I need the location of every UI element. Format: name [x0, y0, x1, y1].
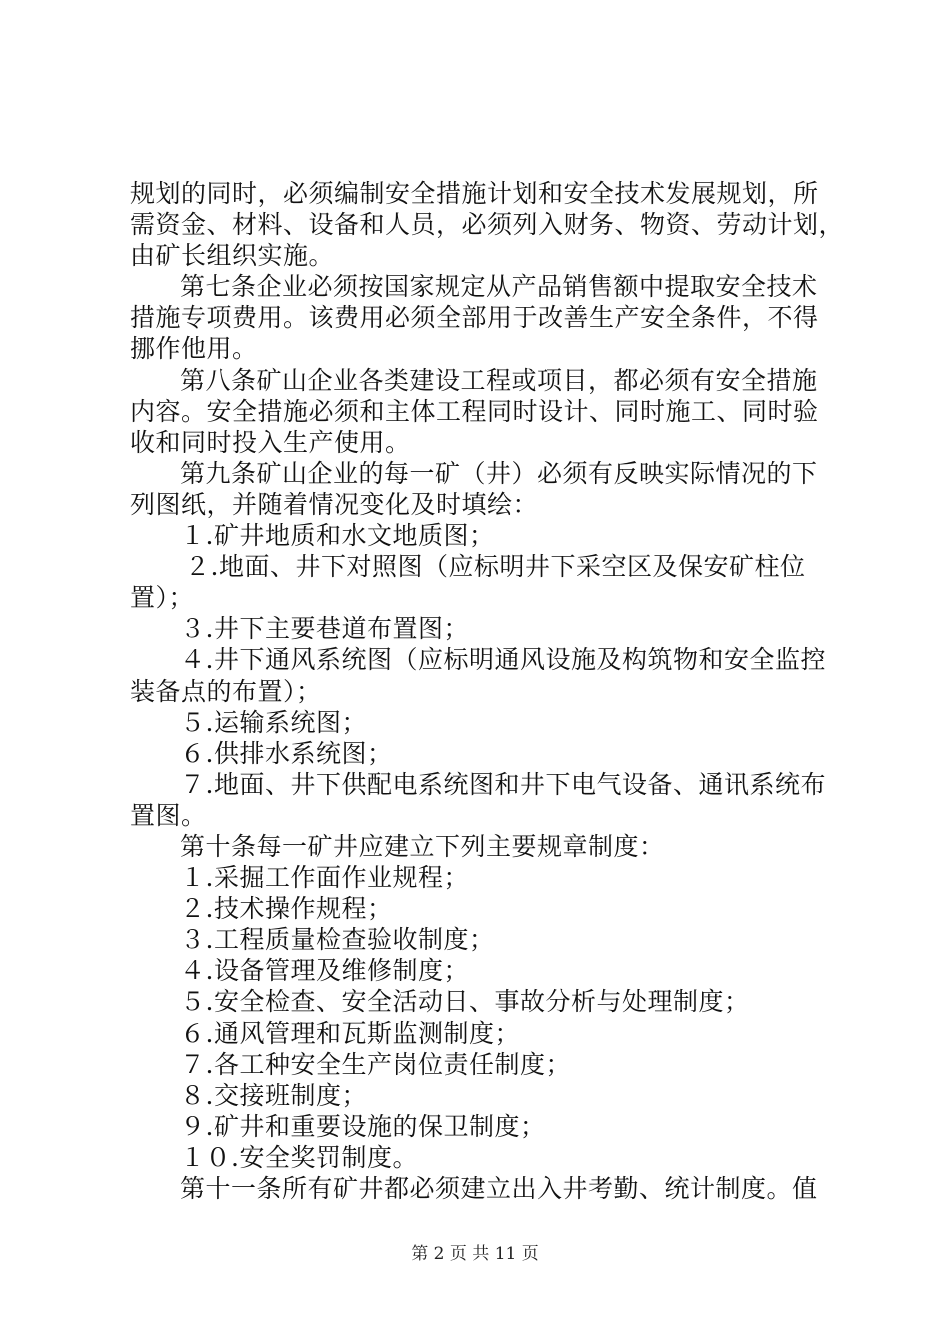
- list-item: ５.安全检查、安全活动日、事故分析与处理制度；: [180, 987, 750, 1017]
- text-line: 置图。: [130, 800, 207, 830]
- list-item: ５.运输系统图；: [180, 707, 367, 737]
- list-item: ３.工程质量检查验收制度；: [180, 925, 495, 955]
- list-item: ６.供排水系统图；: [180, 738, 393, 768]
- page-number-footer: 第 2 页 共 11 页: [411, 1244, 539, 1264]
- text-line: 收和同时投入生产使用。: [130, 427, 411, 457]
- text-line: 装备点的布置）；: [130, 676, 322, 706]
- text-line: 挪作他用。: [130, 334, 258, 364]
- text-line: 需资金、材料、设备和人员，必须列入财务、物资、劳动计划，: [130, 210, 845, 240]
- list-item: ８.交接班制度；: [180, 1080, 367, 1110]
- text-line: 措施专项费用。该费用必须全部用于改善生产安全条件，不得: [130, 303, 819, 333]
- document-body: [130, 178, 845, 1204]
- article-10-heading-line: 第十条每一矿井应建立下列主要规章制度：: [180, 831, 665, 861]
- text-line: 规划的同时，必须编制安全措施计划和安全技术发展规划，所: [130, 179, 819, 208]
- text-line: 由矿长组织实施。: [130, 241, 335, 271]
- article-11-heading-line: 第十一条所有矿井都必须建立出入井考勤、统计制度。值: [180, 1174, 818, 1203]
- list-item: １０.安全奖罚制度。: [180, 1142, 418, 1172]
- list-item: ４.井下通风系统图（应标明通风设施及构筑物和安全监控: [180, 645, 826, 675]
- list-item: ２.技术操作规程；: [180, 894, 393, 924]
- article-8-heading-line: 第八条矿山企业各类建设工程或项目，都必须有安全措施: [180, 365, 818, 395]
- article-7-heading-line: 第七条企业必须按国家规定从产品销售额中提取安全技术: [180, 272, 818, 302]
- article-9-heading-line: 第九条矿山企业的每一矿（井）必须有反映实际情况的下: [180, 458, 818, 488]
- list-item: ４.设备管理及维修制度；: [180, 956, 469, 986]
- list-item: ７.地面、井下供配电系统图和井下电气设备、通讯系统布: [180, 769, 826, 799]
- list-item: ７.各工种安全生产岗位责任制度；: [180, 1049, 571, 1079]
- list-item: ３.井下主要巷道布置图；: [180, 614, 469, 644]
- list-item: ９.矿井和重要设施的保卫制度；: [180, 1111, 546, 1141]
- text-line: 置）；: [130, 583, 195, 613]
- list-item: １.采掘工作面作业规程；: [180, 863, 469, 893]
- list-item: １.矿井地质和水文地质图；: [180, 521, 495, 551]
- list-item: ６.通风管理和瓦斯监测制度；: [180, 1018, 520, 1048]
- text-line: 内容。安全措施必须和主体工程同时设计、同时施工、同时验: [130, 396, 819, 426]
- text-line: 列图纸，并随着情况变化及时填绘：: [130, 489, 539, 519]
- list-item: ２.地面、井下对照图（应标明井下采空区及保安矿柱位: [185, 552, 806, 582]
